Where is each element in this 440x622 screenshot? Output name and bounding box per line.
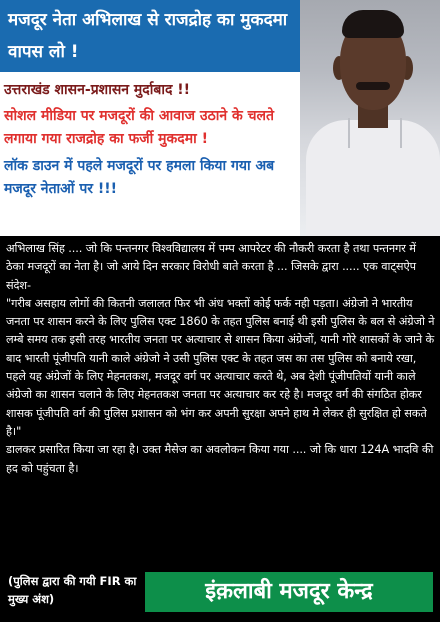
subheadings: [2, 80, 302, 201]
organization-name: इंक़लाबी मजदूर केन्द्र: [205, 579, 373, 604]
lockdown-attack-text: लॉक डाउन में पहले मजदूरों पर हमला किया गया अब मजदूर नेताओं पर !!!: [4, 158, 275, 197]
slogan: उत्तराखंड शासन-प्रशासन मुर्दाबाद !!: [4, 82, 191, 98]
header-section: [0, 0, 440, 236]
sedition-charge-text: सोशल मीडिया पर मजदूरों की आवाज उठाने के चलते लगाया गया राजद्रोह का फर्जी मुकदमा !: [4, 108, 274, 147]
title-banner: [0, 0, 302, 72]
photo-hair: [342, 10, 404, 38]
fir-note: (पुलिस द्वारा की गयी FIR का मुख्य अंश): [8, 574, 137, 606]
organization-banner: [145, 572, 433, 612]
fir-intro: अभिलाख सिंह .... जो कि पन्तनगर विश्वविद्यालय में पम्प आपरेटर की नौकरी करता है तथा पन्तनगर में ठेका मजदूरों का नेता है। जो आये दिन सरकार विरोधी बाते करता है ... जिसके द्वारा ..... एक वाट्सऐप संदेश-: [6, 242, 416, 292]
leader-photo: [300, 0, 440, 236]
fir-closing: डालकर प्रसारित किया जा रहा है। उक्त मैसेज का अवलोकन किया गया .... जो कि धारा 124A भादवि की हद को पहुंचता है।: [6, 443, 434, 475]
photo-mustache: [356, 82, 390, 90]
headline: मजदूर नेता अभिलाख से राजद्रोह का मुकदमा वापस लो !: [8, 10, 288, 62]
fir-excerpt: [6, 240, 436, 478]
fir-quote: "गरीब असहाय लोगों की कितनी जलालत फिर भी अंध भक्तों कोई फर्क नही पड़ता। अंग्रेजो ने भारतीय जनता पर शासन करने के लिए पुलिस एक्ट 1860 के तहत पुलिस बनाई थी इसी पुलिस के बल से अंग्रेजो ने लम्बे समय तक इसी तरह भारतीय जनता पर अत्याचार से शासन किया अंग्रेजों, यानी गोरे शासकों के जाने के बाद भारती पूंजीपति यानी काले अंग्रेजो ने उसी पुलिस एक्ट के तहत जस का तस पुलिस को बनाये रखा, पहले यह अंग्रेजों के लिए मेहनतकश, मजदूर वर्ग पर अत्याचार करते थे, अब देशी पूंजीपतियों यानी काले अंग्रेजो का शासन चलाने के लिए मेहनतकश जनता पर अत्याचार कर रहे है। मजदूर वर्ग की संगठित होकर शासक पूंजीपति वर्ग की पुलिस प्रशासन को भंग कर अपनी सुरक्षा अपने हाथ मे लेकर ही सुरक्षित हो सकते है।": [6, 296, 435, 438]
